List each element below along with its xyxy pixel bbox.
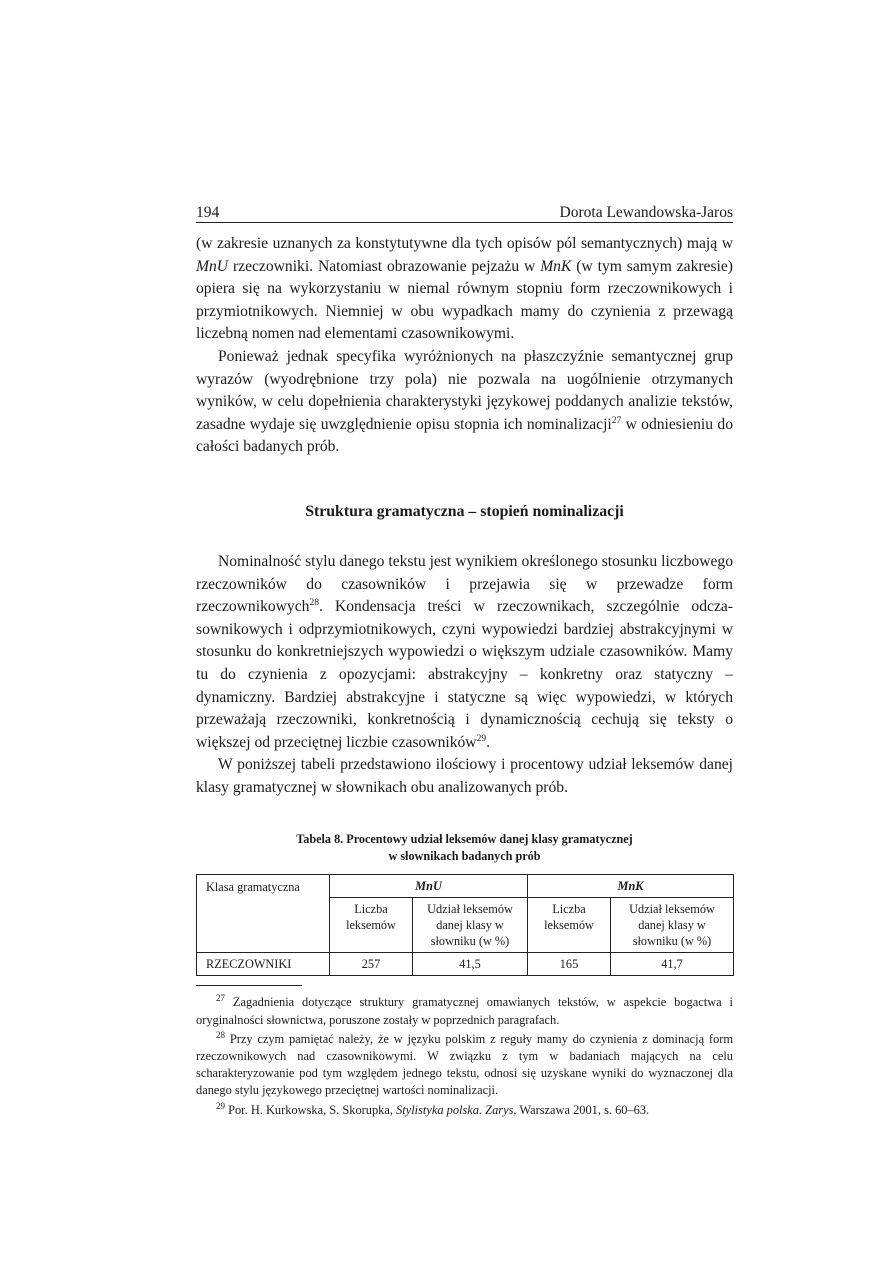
header-class: Klasa gramatyczna: [197, 875, 330, 953]
text-run: .: [486, 733, 490, 751]
subheader-mnu-share: Udział leksemów danej klasy w słowniku (w %): [413, 898, 528, 953]
section-heading: Struktura gramatyczna – stopień nominalizacji: [305, 502, 624, 520]
data-table: [196, 874, 734, 976]
author-name: Dorota Lewandowska-Jaros: [559, 204, 733, 221]
footnote-text: Przy czym pamiętać należy, że w języku polskim z reguły mamy do czynienia z dominacją form rzeczownikowych nad czasownikowymi. W związku z tym w badaniach mających na celu scharakteryzowanie pod tym względem jednego tekstu, odnosi się uzyskane wyniki do wyznaczonej dla danego stylu językowego przeciętnej wartości nominalizacji.: [196, 1031, 733, 1098]
subheader-mnk-share: Udział leksemów danej klasy w słowniku (w %): [611, 898, 734, 953]
table-header-row: [197, 875, 734, 898]
cell-mnu-share: 41,5: [413, 953, 528, 976]
text-run: . Kondensacja treści w rzeczownikach, szczególnie odczasownikowych i odprzymiotnikowych, czyni wypowiedzi bardziej abstrakcyjnymi w stosunku do konkretniejszych wypowiedzi o większym udziale czasowników. Mamy tu do czynienia z opozycjami: abstrakcyjny – konkretny oraz statyczny – dynamiczny. Bardziej abstrakcyjne i statyczne są więc wypowiedzi, w których przeważają rzeczowniki, konkretnością i dynamicznością cechują się teksty o większej od przeciętnej liczbie czasowników: [196, 598, 733, 751]
footnote-number: 27: [216, 993, 225, 1004]
abbrev-mnk: MnK: [540, 257, 572, 275]
footnote-ref-29[interactable]: 29: [476, 733, 487, 744]
footnote-28: [196, 1031, 733, 1100]
footnote-ref-27[interactable]: 27: [611, 415, 622, 426]
text-run: Ponieważ jednak specyfika wyróżnionych na płaszczyźnie semantycznej grup wyrazów (wyodrębnione trzy pola) nie pozwala na uogólnienie otrzymanych wyników, w celu dopełnienia charakterystyki językowej poddanych analizie tekstów, zasadne wydaje się uwzględnienie opisu stopnia ich nominalizacji: [196, 347, 733, 433]
page: [196, 198, 733, 1121]
footnote-29: [196, 1102, 733, 1119]
footnote-number: 28: [216, 1029, 225, 1040]
paragraph-3: [196, 551, 733, 754]
table-caption: [196, 831, 733, 864]
table-row: [197, 953, 734, 976]
text-run: (w zakresie uznanych za konstytutywne dla tych opisów pól semantycznych) mają w: [196, 235, 733, 252]
abbrev-mnu: MnU: [196, 257, 229, 275]
header-mnu: MnU: [330, 875, 528, 898]
text-run: Nominalność stylu danego tekstu jest wynikiem określonego stosunku liczbowego rzeczowników do czasowników i przejawia się w przewadze form rzeczownikowych: [196, 552, 733, 616]
text-run: w odniesieniu do całości badanych prób.: [196, 415, 733, 456]
cell-mnu-count: 257: [330, 953, 413, 976]
cell-mnk-count: 165: [528, 953, 611, 976]
footnote-text: Zagadnienia dotyczące struktury gramatycznej omawianych tekstów, w aspekcie bogactwa i oryginalności słownictwa, poruszone zostały w poprzednich paragrafach.: [196, 995, 733, 1027]
footnote-ref-28[interactable]: 28: [309, 597, 319, 608]
text-run: rzeczowniki. Natomiast obrazowanie pejzażu w: [228, 257, 541, 275]
text-run: (w tym samym zakresie) opiera się na wykorzystaniu w niemal równym stopniu form rzeczownikowych i przymiotnikowych. Niemniej w obu wypadkach mamy do czynienia z przewagą liczebną nomen nad elementami czasownikowymi.: [196, 257, 733, 343]
footnote-27: [196, 994, 733, 1028]
table-caption-line-1: Tabela 8. Procentowy udział leksemów danej klasy gramatycznej: [296, 832, 633, 847]
footnote-text: , Warszawa 2001, s. 60–63.: [513, 1102, 650, 1117]
page-number: 194: [196, 204, 220, 221]
cited-work-title: Stylistyka polska. Zarys: [396, 1102, 514, 1117]
intro-text: [196, 233, 733, 459]
paragraph-2: [196, 346, 733, 459]
footnote-divider: [196, 985, 302, 986]
paragraph-1: [196, 233, 733, 346]
cell-class: RZECZOWNIKI: [197, 953, 330, 976]
paragraph-4: W poniższej tabeli przedstawiono ilościowy i procentowy udział leksemów danej klasy gramatycznej w słownikach obu analizowanych prób.: [196, 756, 733, 796]
subheader-mnk-count: Liczba leksemów: [528, 898, 611, 953]
table-caption-line-2: w słownikach badanych prób: [388, 848, 541, 863]
footnote-number: 29: [216, 1100, 225, 1111]
running-head: [196, 198, 733, 223]
header-mnk: MnK: [528, 875, 734, 898]
subheader-mnu-count: Liczba leksemów: [330, 898, 413, 953]
footnote-text: Por. H. Kurkowska, S. Skorupka,: [225, 1102, 397, 1117]
cell-mnk-share: 41,7: [611, 953, 734, 976]
